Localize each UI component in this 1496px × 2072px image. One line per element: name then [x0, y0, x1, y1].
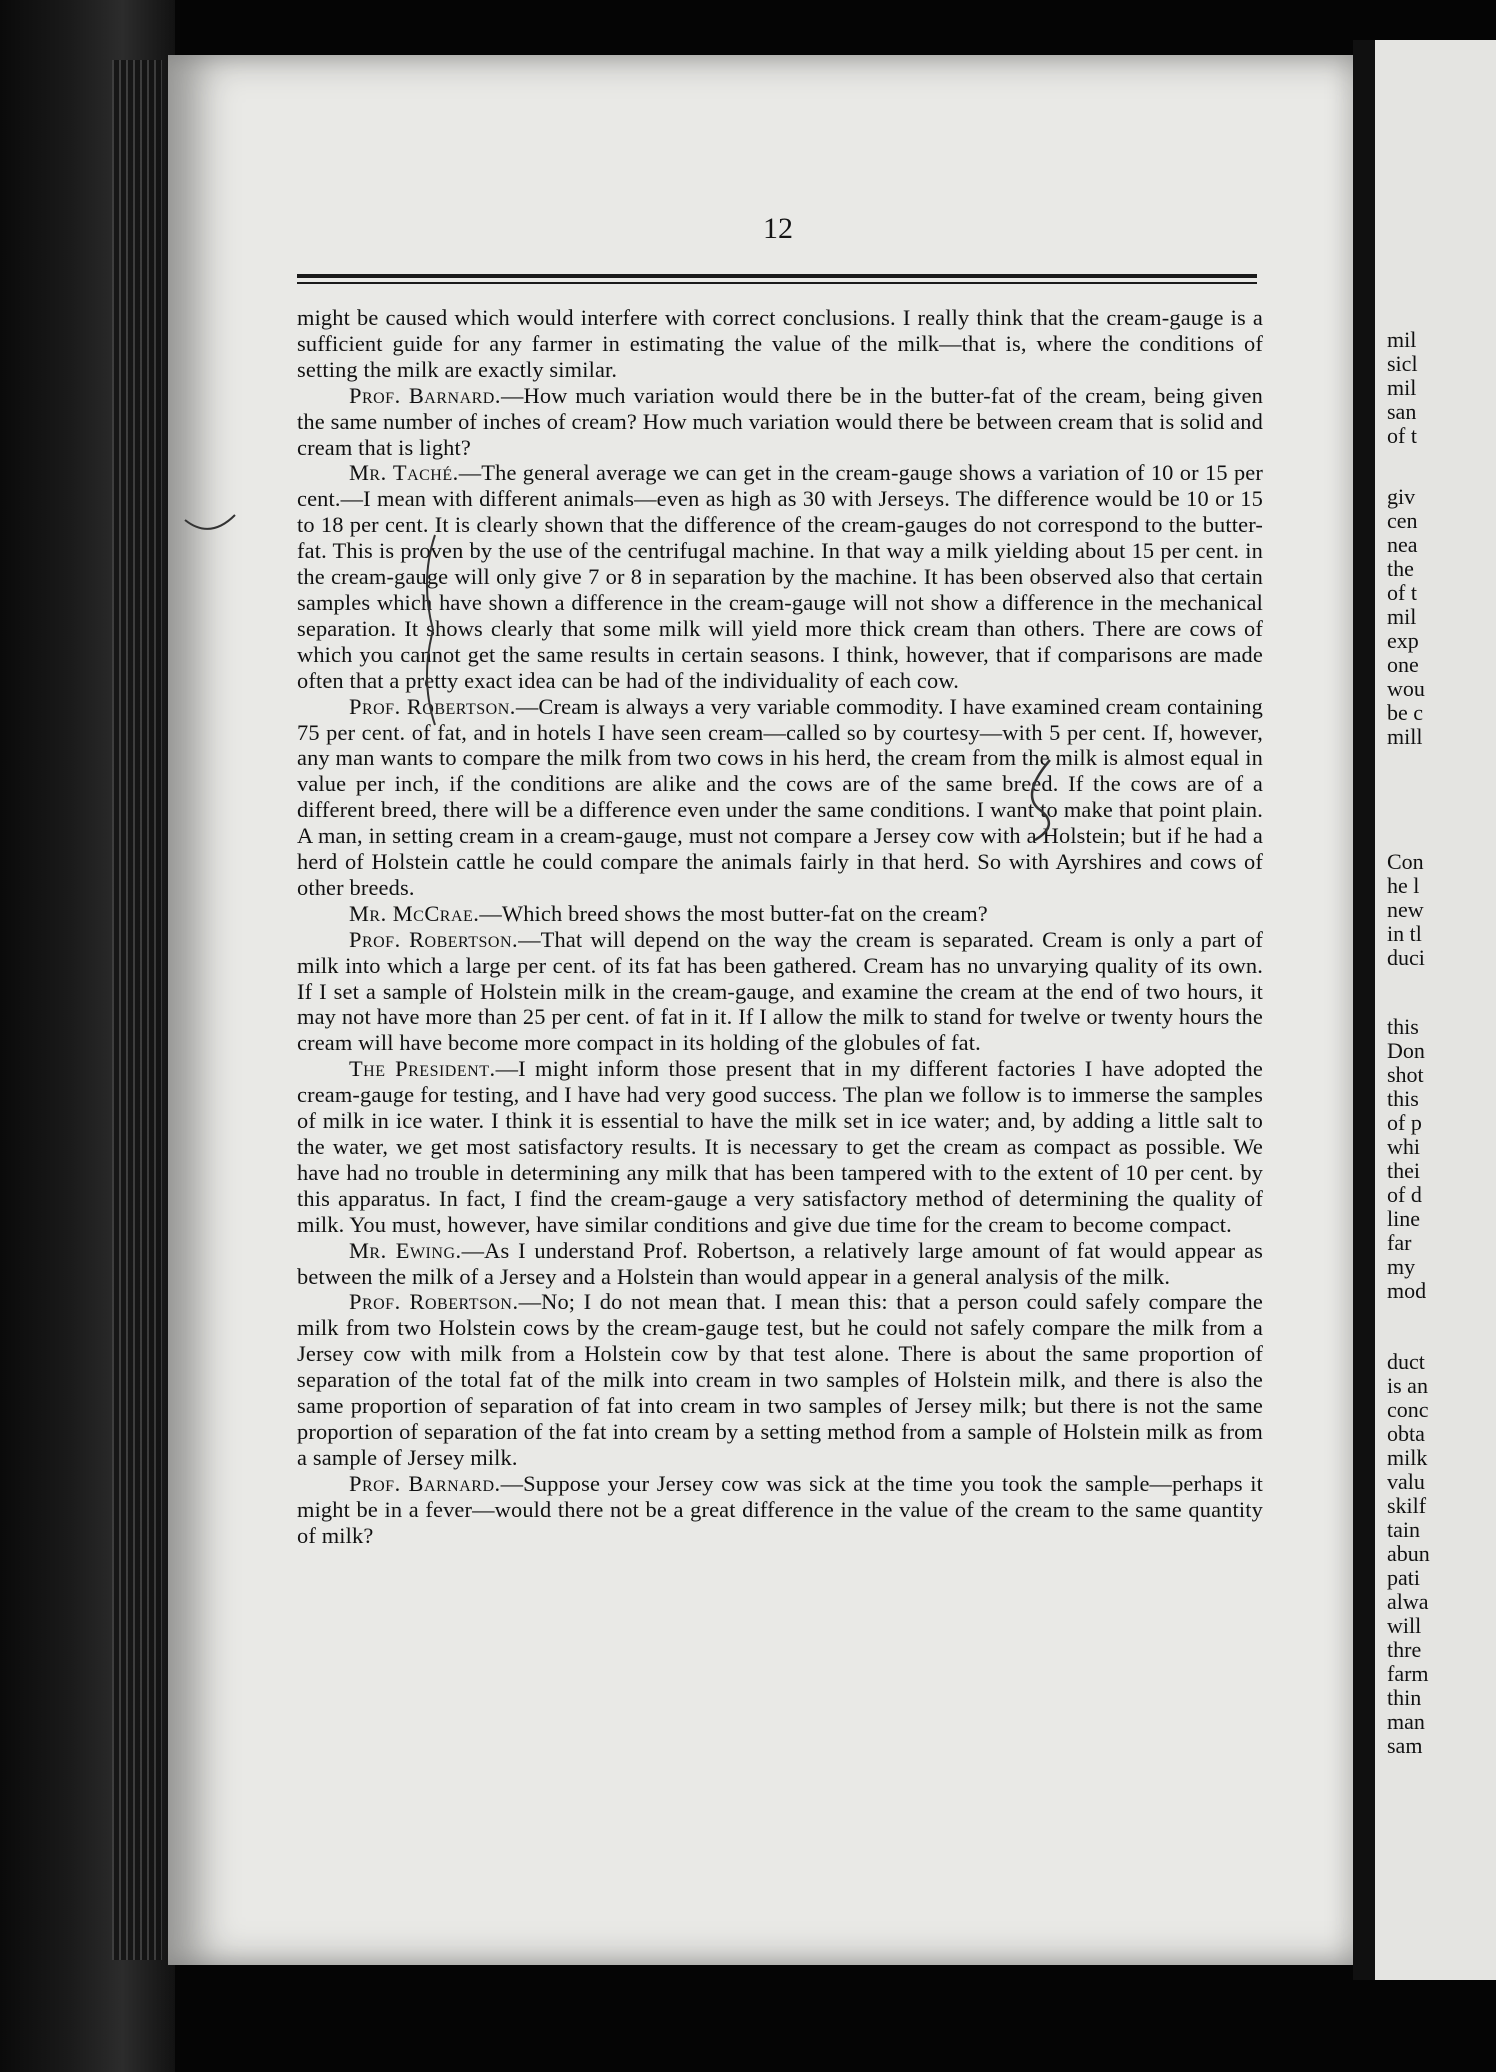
speaker-name: Prof. Robertson. — [349, 1289, 519, 1315]
facing-page-fragment — [1375, 328, 1496, 448]
fragment-line: mil — [1387, 328, 1417, 352]
facing-page-fragment — [1375, 850, 1496, 970]
fragment-line: of p — [1387, 1110, 1422, 1135]
fragment-line: new — [1387, 897, 1424, 922]
paragraph-text: might be caused which would interfere with correct conclusions. I really think that the cream-gauge is a sufficient guide for any farmer in estimating the value of the milk—that is, where the conditions of setting the milk are exactly similar. — [297, 305, 1263, 382]
header-rule-thin — [297, 282, 1257, 284]
fragment-line: of t — [1387, 423, 1417, 448]
fragment-line: thei — [1387, 1158, 1420, 1183]
speaker-name: Mr. Taché. — [349, 460, 459, 486]
fragment-line: milk — [1387, 1445, 1428, 1470]
fragment-line: duci — [1387, 945, 1425, 970]
fragment-line: shot — [1387, 1062, 1424, 1087]
fragment-line: in tl — [1387, 921, 1422, 946]
header-rule-thick — [297, 274, 1257, 278]
fragment-line: tain — [1387, 1517, 1420, 1542]
fragment-line: man — [1387, 1709, 1425, 1734]
paragraph-text: —Cream is always a very variable commodity. I have examined cream containing 75 per cent. of fat, and in hotels I have seen cream—called so by courtesy—with 5 per cent. If, however, any man wants to compare the milk from two cows in his herd, the cream from the milk is almost equal in value per inch, if the conditions are alike and the cows are of the same breed. If the cows are of a different breed, there will be a difference even under the same conditions. I want to make that point plain. A man, in setting cream in a cream-gauge, must not compare a Jersey cow with a Holstein; but if he had a herd of Holstein cattle he could compare the animals fairly in that herd. So with Ayrshires and cows of other breeds. — [297, 693, 1263, 900]
paragraph-text: —The general average we can get in the cream-gauge shows a variation of 10 or 15 per cent.—I mean with different animals—even as high as 30 with Jerseys. The difference would be 10 or 15 to 18 per cent. It is clearly shown that the difference of the cream-gauges do not correspond to the butter-fat. This is proven by the use of the centrifugal machine. In that way a milk yielding about 15 per cent. in the cream-gauge will only give 7 or 8 in separation by the machine. It has been observed also that certain samples which have shown a difference in the cream-gauge will not show a difference in the mechanical separation. It shows clearly that some milk will yield more thick cream than others. There are cows of which you cannot get the same results in certain seasons. I think, however, that if comparisons are made often that a pretty exact idea can be had of the individuality of each cow. — [297, 460, 1264, 693]
fragment-line: this — [1387, 1086, 1419, 1111]
fragment-line: valu — [1387, 1469, 1425, 1494]
fragment-line: sicl — [1387, 351, 1418, 376]
fragment-line: of t — [1387, 580, 1417, 605]
fragment-line: sam — [1387, 1733, 1423, 1758]
fragment-line: alwa — [1387, 1589, 1429, 1614]
fragment-line: thin — [1387, 1685, 1422, 1710]
fragment-line: line — [1387, 1206, 1420, 1231]
fragment-line: nea — [1387, 532, 1418, 557]
fragment-line: Don — [1387, 1038, 1425, 1063]
binding-edge — [112, 60, 162, 1960]
speaker-name: Prof. Robertson. — [349, 926, 519, 952]
pencil-mark-icon — [180, 500, 250, 560]
fragment-line: is an — [1387, 1373, 1428, 1398]
paragraph — [297, 901, 1263, 927]
fragment-line: giv — [1387, 485, 1416, 509]
fragment-line: thre — [1387, 1637, 1422, 1662]
facing-page-fragment — [1375, 1350, 1496, 1758]
paragraph-text: —I might inform those present that in my different factories I have adopted the cream-gauge for testing, and I have had very good success. The plan we follow is to immerse the samples of milk in ice water. I think it is essential to have the milk set in ice water; and, by adding a little salt to the water, we get most satisfactory results. It is necessary to get the cream as compact as possible. We have had no trouble in determining any milk that has been tampered with to the extent of 10 per cent. by this apparatus. In fact, I find the cream-gauge a very satisfactory method of determining the quality of milk. You must, however, have similar conditions and give due time for the cream to become compact. — [297, 1056, 1263, 1237]
speaker-name: Mr. Ewing. — [349, 1237, 462, 1263]
paragraph — [297, 1289, 1263, 1470]
paragraph-text: —How much variation would there be in the butter-fat of the cream, being given the same number of inches of cream? How much variation would there be between cream that is solid and cream that is light? — [297, 382, 1263, 460]
speaker-name: Prof. Robertson. — [349, 693, 516, 719]
paragraph — [297, 1471, 1263, 1549]
fragment-line: the — [1387, 556, 1414, 581]
paragraph — [297, 927, 1263, 1057]
paragraph-text: —Which breed shows the most butter-fat on the cream? — [479, 900, 988, 926]
paragraph-text: —That will depend on the way the cream is separated. Cream is only a part of milk into which a large per cent. of its fat has been gathered. Cream has no unvarying quality of its own. If I set a sample of Holstein milk in the cream-gauge, and examine the cream at the end of two hours, it may not have more than 25 per cent. of fat in it. If I allow the milk to stand for twelve or twenty hours the cream will have become more compact in its holding of the globules of fat. — [297, 926, 1263, 1056]
fragment-line: san — [1387, 399, 1417, 424]
fragment-line: whi — [1387, 1134, 1420, 1159]
fragment-line: wou — [1387, 676, 1425, 701]
pencil-bracket-icon — [415, 530, 445, 730]
fragment-line: he l — [1387, 873, 1420, 898]
page-gutter — [1353, 40, 1375, 1980]
facing-page-fragment — [1375, 1015, 1496, 1303]
fragment-line: skilf — [1387, 1493, 1427, 1518]
fragment-line: mod — [1387, 1278, 1427, 1303]
fragment-line: mil — [1387, 604, 1417, 629]
fragment-line: will — [1387, 1613, 1422, 1638]
facing-page-fragment — [1375, 485, 1496, 749]
speaker-name: Prof. Barnard. — [349, 1470, 501, 1496]
fragment-line: conc — [1387, 1397, 1429, 1422]
speaker-name: Mr. McCrae. — [349, 900, 480, 926]
paragraph-text: —Suppose your Jersey cow was sick at the time you took the sample—perhaps it might be in a fever—would there not be a great difference in the value of the cream to the same quantity of milk? — [297, 1470, 1263, 1548]
paragraph — [297, 1056, 1263, 1237]
fragment-line: obta — [1387, 1421, 1425, 1446]
paragraph — [297, 305, 1263, 383]
fragment-line: far — [1387, 1230, 1412, 1255]
fragment-line: one — [1387, 652, 1419, 677]
fragment-line: Con — [1387, 850, 1424, 874]
paragraph — [297, 383, 1263, 461]
fragment-line: mill — [1387, 724, 1423, 749]
fragment-line: be c — [1387, 700, 1424, 725]
fragment-line: pati — [1387, 1565, 1420, 1590]
book-binding — [0, 0, 175, 2072]
paragraph-text: —No; I do not mean that. I mean this: that a person could safely compare the milk from two Holstein cows by the cream-gauge test, but he could not safely compare the milk from a Jersey cow with milk from a Holstein cow by that test alone. There is about the same proportion of separation of the total fat of the milk into cream in two samples of Holstein milk, and there is also the same proportion of separation of fat into cream in two samples of Jersey milk; but there is not the same proportion of separation of the fat into cream by a setting method from a sample of Holstein milk as from a sample of Jersey milk. — [297, 1289, 1263, 1470]
paragraph-text: —As I understand Prof. Robertson, a relatively large amount of fat would appear as between the milk of a Jersey and a Holstein than would appear in a general analysis of the milk. — [297, 1237, 1263, 1289]
fragment-line: mil — [1387, 375, 1417, 400]
fragment-line: this — [1387, 1015, 1419, 1039]
fragment-line: exp — [1387, 628, 1419, 653]
fragment-line: cen — [1387, 508, 1418, 533]
fragment-line: my — [1387, 1254, 1416, 1279]
speaker-name: The President. — [349, 1056, 496, 1082]
pencil-bracket-icon — [1010, 755, 1070, 845]
fragment-line: of d — [1387, 1182, 1422, 1207]
page-number: 12 — [763, 212, 793, 245]
speaker-name: Prof. Barnard. — [349, 382, 501, 408]
paragraph — [297, 1238, 1263, 1290]
fragment-line: duct — [1387, 1350, 1425, 1374]
fragment-line: farm — [1387, 1661, 1429, 1686]
page-body — [297, 305, 1263, 1549]
fragment-line: abun — [1387, 1541, 1430, 1566]
